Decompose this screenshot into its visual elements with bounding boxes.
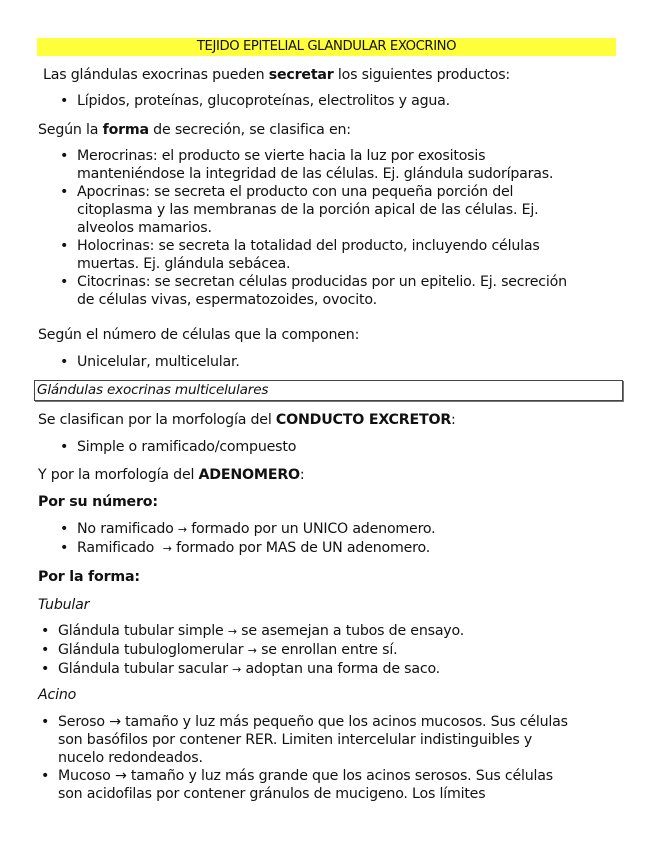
bullet-icon: • xyxy=(41,714,50,730)
list-item-text: Simple o ramificado/compuesto xyxy=(77,439,297,455)
line: son acidofilas por contener gránulos de mucigeno. Los límites xyxy=(58,786,486,802)
list-item-merocrinas xyxy=(60,147,567,183)
por-forma-heading xyxy=(38,568,140,586)
list-item xyxy=(41,660,464,679)
line: Merocrinas: el producto se vierte hacia la luz por exositosis xyxy=(77,148,486,164)
conducto-text-end: : xyxy=(451,412,456,428)
line: de células vivas, espermatozoides, ovocito. xyxy=(77,292,377,308)
list-item xyxy=(41,641,464,660)
bullet-icon: • xyxy=(60,521,69,537)
text: formado por MAS de UN adenomero. xyxy=(171,540,431,556)
text: Glándula tubuloglomerular xyxy=(58,642,248,658)
bullet-icon: • xyxy=(60,184,69,200)
section-box-heading: Glándulas exocrinas multicelulares xyxy=(34,380,623,401)
forma-bold: forma xyxy=(102,122,149,138)
bullet-icon: • xyxy=(60,93,69,109)
por-numero-heading xyxy=(38,493,158,511)
line: Mucoso → tamaño y luz más grande que los acinos serosos. Sus células xyxy=(58,768,553,784)
conducto-intro xyxy=(38,411,456,429)
text: se enrollan entre sí. xyxy=(256,642,398,658)
line: citoplasma y las membranas de la porción apical de las células. Ej. xyxy=(77,202,539,218)
text: formado por un UNICO adenomero. xyxy=(186,521,436,537)
arrow-right-icon: → xyxy=(232,663,242,676)
arrow-right-icon: → xyxy=(227,625,237,638)
tubular-list xyxy=(41,622,465,679)
list-item-mucoso xyxy=(41,767,568,803)
text: Glándula tubular sacular xyxy=(58,661,233,677)
line: Holocrinas: se secreta la totalidad del producto, incluyendo células xyxy=(77,238,540,254)
bullet-icon: • xyxy=(41,768,50,784)
list-item-text: Unicelular, multicelular. xyxy=(77,354,240,370)
cell-count-list xyxy=(60,353,240,371)
list-item xyxy=(60,92,450,110)
intro-text: Las glándulas exocrinas pueden xyxy=(43,67,269,83)
products-list xyxy=(60,92,450,110)
line: Citocrinas: se secretan células producidas por un epitelio. Ej. secreción xyxy=(77,274,567,290)
heading-text: Por su número: xyxy=(38,494,158,510)
intro-text-end: los siguientes productos: xyxy=(333,67,511,83)
line: alveolos mamarios. xyxy=(77,220,212,236)
line: Seroso → tamaño y luz más pequeño que los acinos mucosos. Sus células xyxy=(58,714,568,730)
list-item-apocrinas xyxy=(60,183,567,237)
conducto-bold: CONDUCTO EXCRETOR xyxy=(275,412,452,428)
arrow-right-icon: → xyxy=(247,644,257,657)
text: adoptan una forma de saco. xyxy=(241,661,440,677)
intro-paragraph xyxy=(43,66,510,84)
list-item-citocrinas xyxy=(60,273,567,309)
adenomero-intro xyxy=(38,466,305,484)
bullet-icon: • xyxy=(60,540,69,556)
line: nucelo redondeados. xyxy=(58,750,203,766)
text: Ramificado xyxy=(77,540,163,556)
arrow-right-icon: → xyxy=(177,523,187,536)
bullet-icon: • xyxy=(41,623,50,639)
list-item xyxy=(60,539,435,558)
bullet-icon: • xyxy=(60,274,69,290)
acino-heading: Acino xyxy=(38,687,77,703)
text: se asemejan a tubos de ensayo. xyxy=(236,623,465,639)
secretion-types-list xyxy=(60,147,567,309)
heading-text: Por la forma: xyxy=(38,569,140,585)
list-item xyxy=(41,622,465,641)
line: son basófilos por contener RER. Limiten intercelular indistinguibles y xyxy=(58,732,533,748)
list-item-seroso xyxy=(41,713,568,767)
conducto-list xyxy=(60,438,297,456)
arrow-right-icon: → xyxy=(162,542,172,555)
document-title: TEJIDO EPITELIAL GLANDULAR EXOCRINO xyxy=(37,38,616,56)
forma-text: Según la xyxy=(38,122,103,138)
list-item xyxy=(60,438,297,456)
tubular-heading: Tubular xyxy=(38,597,90,613)
adenomero-text-end: : xyxy=(299,467,305,483)
intro-bold: secretar xyxy=(268,67,334,83)
bullet-icon: • xyxy=(60,439,69,455)
bullet-icon: • xyxy=(41,642,50,658)
list-item xyxy=(60,520,436,539)
line: muertas. Ej. glándula sebácea. xyxy=(77,256,291,272)
cell-count-intro: Según el número de células que la componen: xyxy=(38,327,360,343)
list-item-text: Lípidos, proteínas, glucoproteínas, electrolitos y agua. xyxy=(77,93,450,109)
text: Glándula tubular simple xyxy=(58,623,228,639)
text: No ramificado xyxy=(77,521,178,537)
adenomero-text: Y por la morfología del xyxy=(38,467,199,483)
conducto-text: Se clasifican por la morfología del xyxy=(38,412,276,428)
bullet-icon: • xyxy=(60,148,69,164)
forma-text-end: de secreción, se clasifica en: xyxy=(148,122,351,138)
acino-list xyxy=(41,713,568,803)
list-item xyxy=(60,353,240,371)
line: Apocrinas: se secreta el producto con una pequeña porción del xyxy=(77,184,514,200)
bullet-icon: • xyxy=(41,661,50,677)
bullet-icon: • xyxy=(60,354,69,370)
adenomero-bold: ADENOMERO xyxy=(198,467,300,483)
forma-intro xyxy=(38,121,351,139)
line: manteniéndose la integridad de las células. Ej. glándula sudoríparas. xyxy=(77,166,554,182)
bullet-icon: • xyxy=(60,238,69,254)
list-item-holocrinas xyxy=(60,237,567,273)
por-numero-list xyxy=(60,520,436,558)
